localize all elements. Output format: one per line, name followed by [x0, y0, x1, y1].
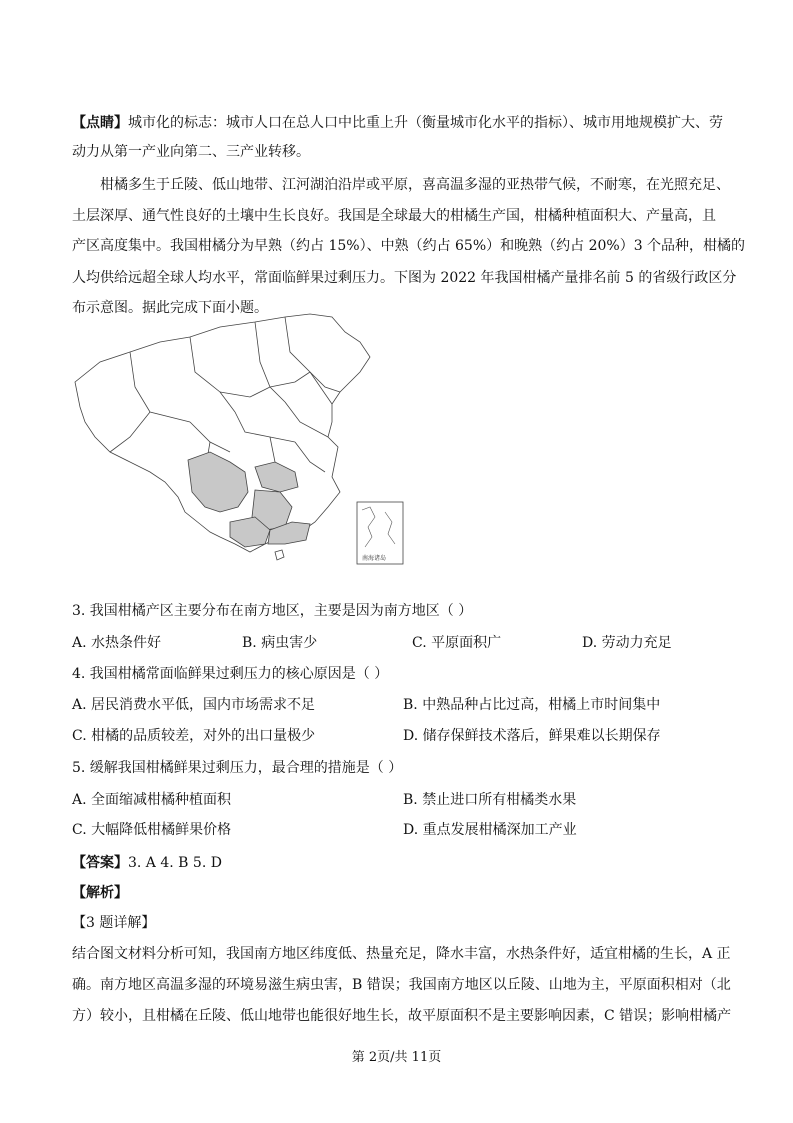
- question-5-stem: 5. 缓解我国柑橘鲜果过剩压力，最合理的措施是（ ）: [72, 760, 403, 776]
- passage-line-3: 产区高度集中。我国柑橘分为早熟（约占 15%）、中熟（约占 65%）和晚熟（约占 20%）3 个品种，柑橘的: [72, 238, 746, 254]
- q5-option-b[interactable]: B. 禁止进口所有柑橘类水果: [403, 792, 577, 808]
- q4-option-a[interactable]: A. 居民消费水平低，国内市场需求不足: [72, 697, 316, 713]
- china-outline: [75, 314, 370, 552]
- tip-line-2: 动力从第一产业向第二、三产业转移。: [72, 144, 310, 160]
- south-sea-inset: [357, 502, 403, 564]
- q5-option-a[interactable]: A. 全面缩减柑橘种植面积: [72, 792, 232, 808]
- answer-text: 3. A 4. B 5. D: [128, 855, 222, 871]
- detail-line-3: 方）较小，且柑橘在丘陵、低山地带也能很好地生长，故平原面积不是主要影响因素，C 错误；影响柑橘产: [72, 1008, 732, 1024]
- q3-option-d[interactable]: D. 劳动力充足: [582, 635, 672, 651]
- detail-line-2: 确。南方地区高温多湿的环境易滋生病虫害，B 错误；我国南方地区以丘陵、山地为主，平原面积相对（北: [72, 977, 731, 993]
- q5-option-c[interactable]: C. 大幅降低柑橘鲜果价格: [72, 822, 232, 838]
- china-orange-map: [70, 312, 415, 572]
- province-sichuan: [188, 452, 248, 512]
- hainan-island: [275, 550, 284, 560]
- answer-line: [72, 853, 732, 873]
- q3-option-b[interactable]: B. 病虫害少: [242, 635, 318, 651]
- q3-option-a[interactable]: A. 水热条件好: [72, 635, 162, 651]
- q4-option-c[interactable]: C. 柑橘的品质较差，对外的出口量极少: [72, 728, 316, 744]
- passage-line-1: 柑橘多生于丘陵、低山地带、江河湖泊沿岸或平原，喜高温多湿的亚热带气候，不耐寒，在光照充足、: [100, 177, 730, 193]
- answer-label: 【答案】: [72, 855, 128, 871]
- passage-line-5: 布示意图。据此完成下面小题。: [72, 300, 268, 316]
- page-footer: 第 2页/共 11页: [351, 1050, 442, 1065]
- detail-line-1: 结合图文材料分析可知，我国南方地区纬度低、热量充足，降水丰富，水热条件好，适宜柑橘的生长，A 正: [72, 946, 731, 962]
- province-hubei: [255, 462, 298, 492]
- analysis-label: 【解析】: [72, 885, 128, 901]
- tip-text: 城市化的标志：城市人口在总人口中比重上升（衡量城市化水平的指标）、城市用地规模扩大、劳: [128, 115, 723, 131]
- q4-option-b[interactable]: B. 中熟品种占比过高，柑橘上市时间集中: [403, 697, 661, 713]
- question-3-stem: 3. 我国柑橘产区主要分布在南方地区，主要是因为南方地区（ ）: [72, 603, 473, 619]
- detail-label: 【3 题详解】: [72, 915, 156, 931]
- tip-label: 【点睛】: [72, 115, 128, 131]
- q3-option-c[interactable]: C. 平原面积广: [412, 635, 502, 651]
- q5-option-d[interactable]: D. 重点发展柑橘深加工产业: [403, 822, 577, 838]
- inset-label: 南海诸岛: [362, 555, 387, 562]
- passage-line-4: 人均供给远超全球人均水平，常面临鲜果过剩压力。下图为 2022 年我国柑橘产量排名前 5 的省级行政区分: [72, 270, 737, 286]
- question-4-stem: 4. 我国柑橘常面临鲜果过剩压力的核心原因是（ ）: [72, 666, 389, 682]
- passage-line-2: 土层深厚、通气性良好的土壤中生长良好。我国是全球最大的柑橘生产国，柑橘种植面积大、产量高，且: [72, 208, 716, 224]
- tip-line-1: [72, 113, 732, 133]
- q4-option-d[interactable]: D. 储存保鲜技术落后，鲜果难以长期保存: [403, 728, 661, 744]
